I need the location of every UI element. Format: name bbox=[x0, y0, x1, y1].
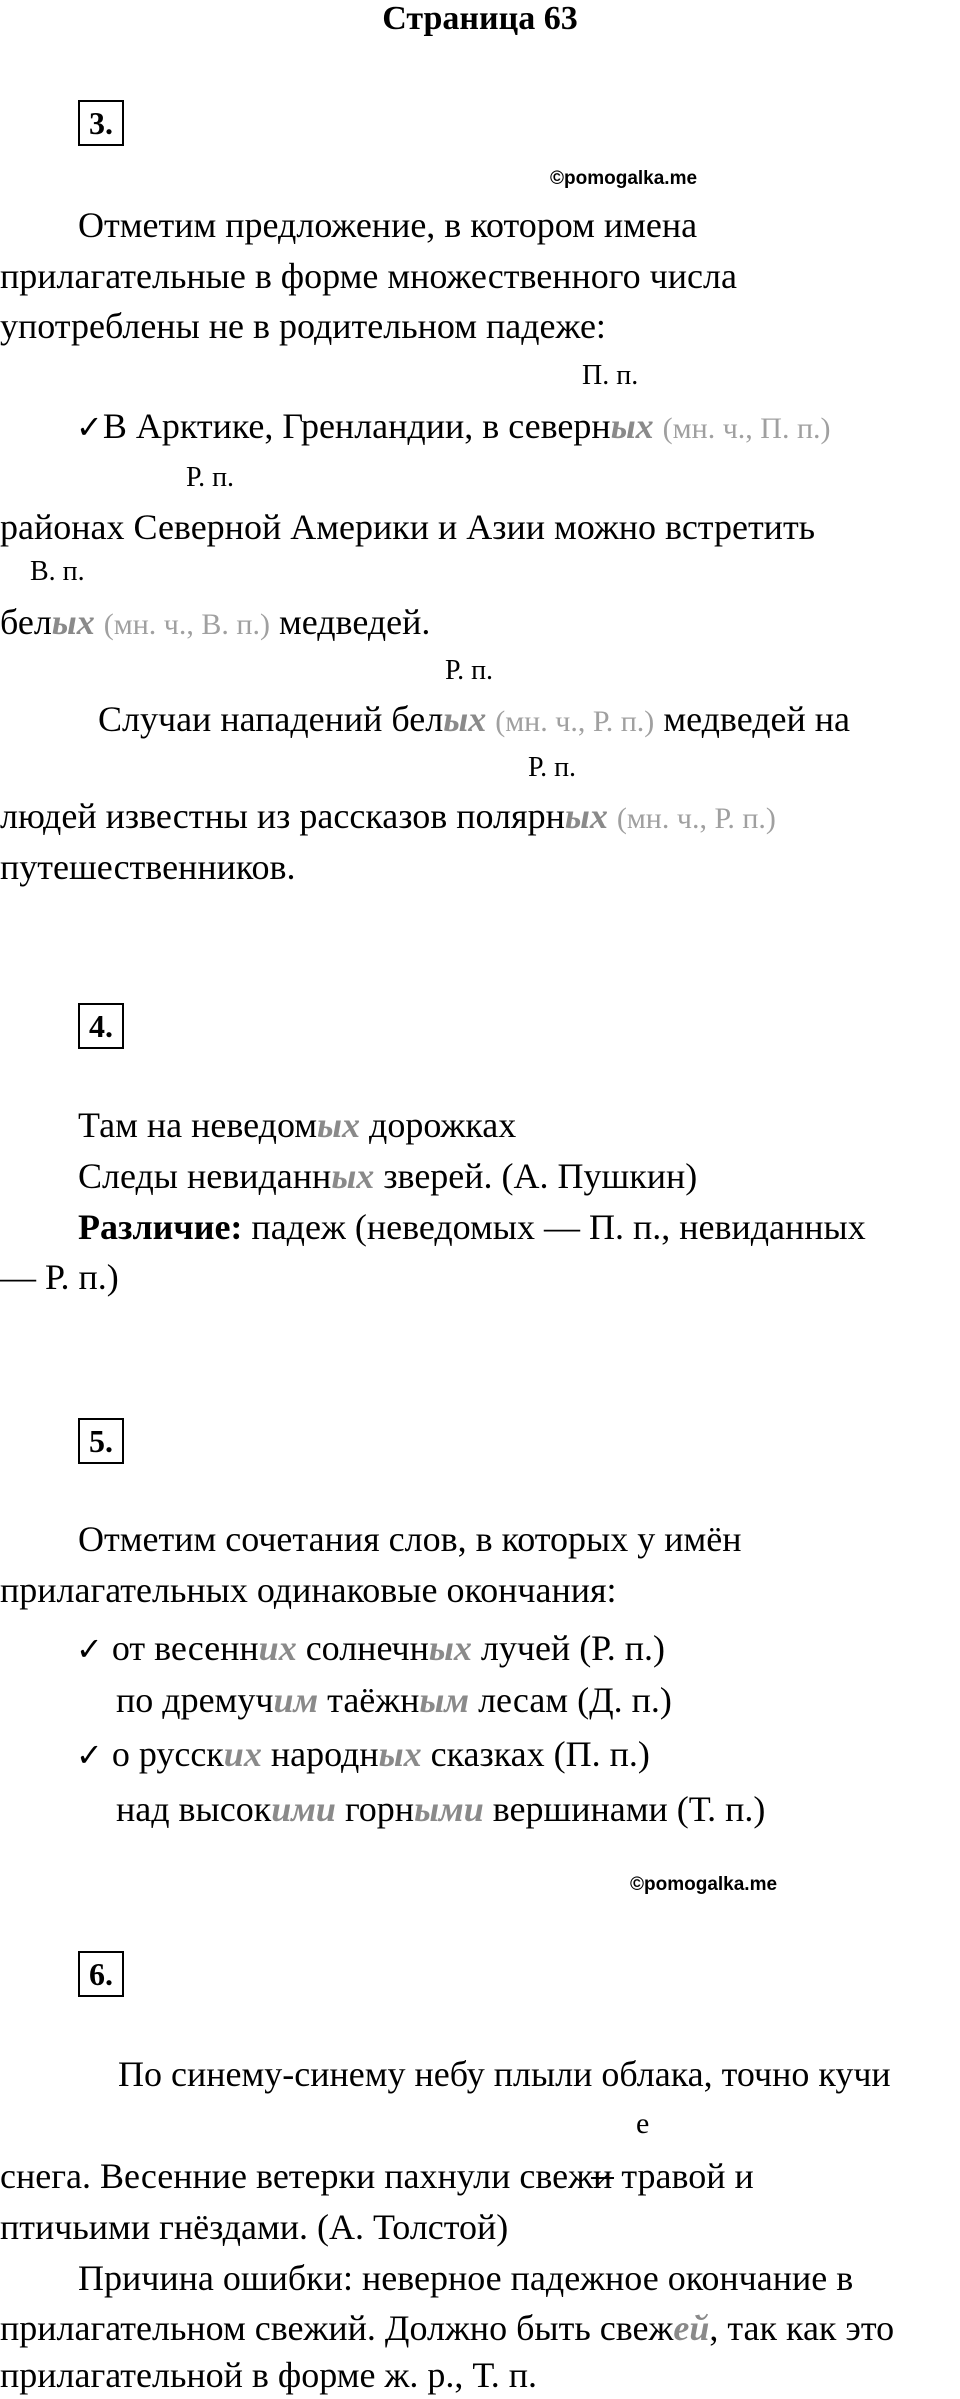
checkmark-icon: ✓ bbox=[76, 1630, 103, 1668]
checkmark-icon: ✓ bbox=[76, 408, 103, 446]
task-5-intro-line-2: прилагательных одинаковые окончания: bbox=[0, 1570, 617, 1610]
task-4-difference: Различие: падеж (неведомых — П. п., невиданных bbox=[78, 1207, 866, 1247]
task-3-line-3: белых (мн. ч., В. п.) медведей. bbox=[0, 602, 431, 642]
task-4-line-2: Следы невиданных зверей. (А. Пушкин) bbox=[78, 1156, 698, 1196]
task-3-number: 3. bbox=[78, 100, 124, 146]
task-5-number: 5. bbox=[78, 1418, 124, 1464]
task-3-line-6: путешественников. bbox=[0, 847, 296, 887]
annotation-vp: В. п. bbox=[30, 556, 85, 587]
difference-label: Различие: bbox=[78, 1207, 243, 1247]
task-4-line-1: Там на неведомых дорожках bbox=[78, 1105, 517, 1145]
task-6-number: 6. bbox=[78, 1951, 124, 1997]
watermark-bottom: ©pomogalka.me bbox=[630, 1874, 778, 1895]
task-6-line-3: птичьими гнёздами. (А. Толстой) bbox=[0, 2207, 509, 2247]
task-5-row-2: по дремучим таёжным лесам (Д. п.) bbox=[116, 1680, 672, 1720]
correction-letter: е bbox=[636, 2107, 650, 2140]
ending: ых bbox=[610, 406, 654, 446]
page-title: Страница 63 bbox=[382, 0, 578, 37]
task-6-line-6: прилагательной в форме ж. р., Т. п. bbox=[0, 2355, 537, 2395]
checkmark-icon: ✓ bbox=[76, 1736, 103, 1774]
annotation-pp: П. п. bbox=[582, 360, 639, 391]
task-3-line-1: ✓В Арктике, Гренландии, в северных (мн. ч., П. п.) bbox=[76, 406, 831, 446]
task-3-line-2: районах Северной Америки и Азии можно встретить bbox=[0, 507, 816, 547]
task-3-intro-line-1: Отметим предложение, в котором имена bbox=[78, 205, 698, 245]
task-3-intro-line-2: прилагательные в форме множественного числа bbox=[0, 256, 737, 296]
watermark-top: ©pomogalka.me bbox=[550, 168, 698, 189]
task-5-row-1: ✓ от весенних солнечных лучей (Р. п.) bbox=[76, 1628, 665, 1668]
task-5-intro-line-1: Отметим сочетания слов, в которых у имён bbox=[78, 1519, 742, 1559]
task-5-row-4: над высокими горными вершинами (Т. п.) bbox=[116, 1789, 766, 1829]
annotation-rp-2: Р. п. bbox=[445, 655, 494, 686]
task-6-line-4: Причина ошибки: неверное падежное окончание в bbox=[78, 2258, 854, 2298]
struck-letter: и bbox=[593, 2156, 613, 2196]
annotation-rp-1: Р. п. bbox=[186, 462, 235, 493]
task-3-line-4: Случаи нападений белых (мн. ч., Р. п.) медведей на bbox=[98, 699, 851, 739]
annotation-rp-3: Р. п. bbox=[528, 752, 577, 783]
task-4-number: 4. bbox=[78, 1003, 124, 1049]
task-6-line-2: снега. Весенние ветерки пахнули свежи травой и bbox=[0, 2156, 754, 2196]
task-6-line-5: прилагательном свежий. Должно быть свежей, так как это bbox=[0, 2308, 895, 2348]
task-3-intro-line-3: употреблены не в родительном падеже: bbox=[0, 306, 606, 346]
task-3-line-5: людей известны из рассказов полярных (мн. ч., Р. п.) bbox=[0, 796, 776, 836]
task-4-difference-line-2: — Р. п.) bbox=[0, 1257, 119, 1297]
task-5-row-3: ✓ о русских народных сказках (П. п.) bbox=[76, 1734, 650, 1774]
task-6-line-1: По синему-синему небу плыли облака, точно кучи bbox=[118, 2054, 891, 2094]
